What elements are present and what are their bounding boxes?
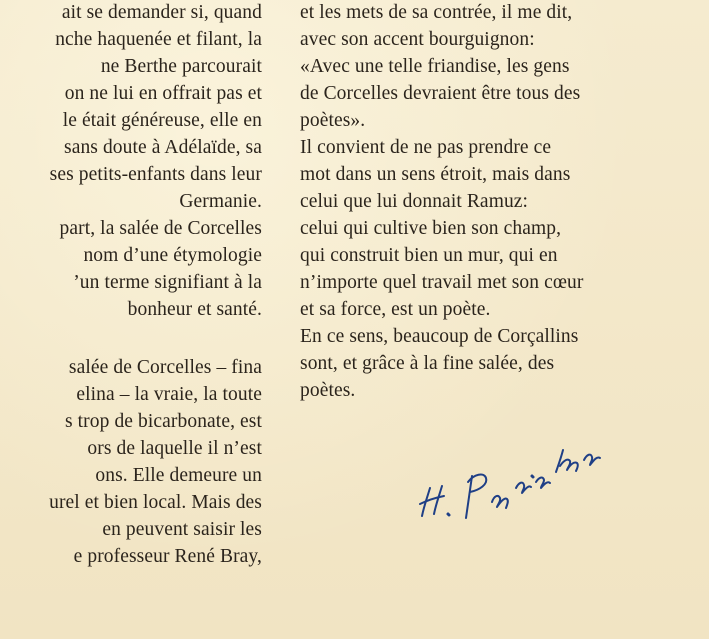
text-line: qui construit bien un mur, qui en (300, 245, 558, 266)
text-line: et sa force, est un poète. (300, 299, 491, 320)
text-line: urel et bien local. Mais des (49, 492, 262, 513)
text-line: nche haquenée et filant, la (55, 29, 262, 50)
text-line: et les mets de sa contrée, il me dit, (300, 2, 573, 23)
text-line: e professeur René Bray, (73, 546, 262, 567)
text-line: En ce sens, beaucoup de Corçallins (300, 326, 579, 347)
left-text-column (0, 0, 262, 639)
text-line: ne Berthe parcourait (100, 56, 262, 77)
text-line: ’un terme signifiant à la (73, 272, 262, 293)
text-line: de Corcelles devraient être tous des (300, 83, 581, 104)
text-line: n’importe quel travail met son cœur (300, 272, 584, 293)
text-line: poètes». (300, 110, 366, 131)
text-line: Il convient de ne pas prendre ce (300, 137, 552, 158)
text-line: sans doute à Adélaïde, sa (64, 137, 262, 158)
text-line: avec son accent bourguignon: (300, 29, 535, 50)
text-line: ons. Elle demeure un (95, 465, 262, 486)
text-line: celui que lui donnait Ramuz: (300, 191, 529, 212)
text-line: sont, et grâce à la fine salée, des (300, 353, 555, 374)
text-line: on ne lui en offrait pas et (64, 83, 262, 104)
text-line: s trop de bicarbonate, est (65, 411, 262, 432)
handwritten-signature (408, 418, 618, 538)
text-line: celui qui cultive bien son champ, (300, 218, 562, 239)
text-line: «Avec une telle friandise, les gens (300, 56, 570, 77)
text-line: ait se demander si, quand (61, 2, 262, 23)
text-line: Germanie. (179, 191, 262, 212)
text-line: elina – la vraie, la toute (76, 384, 262, 405)
text-line: bonheur et santé. (127, 299, 262, 320)
text-line: mot dans un sens étroit, mais dans (300, 164, 571, 185)
text-line: nom d’une étymologie (83, 245, 262, 266)
text-line: ses petits-enfants dans leur (49, 164, 262, 185)
text-line: ors de laquelle il n’est (87, 438, 262, 459)
right-text-column (300, 0, 700, 639)
signature-ink (420, 450, 600, 518)
text-line: salée de Corcelles – fina (68, 357, 262, 378)
text-line: poètes. (300, 380, 356, 401)
text-line: en peuvent saisir les (102, 519, 262, 540)
text-line: part, la salée de Corcelles (59, 218, 262, 239)
text-line: le était généreuse, elle en (62, 110, 262, 131)
